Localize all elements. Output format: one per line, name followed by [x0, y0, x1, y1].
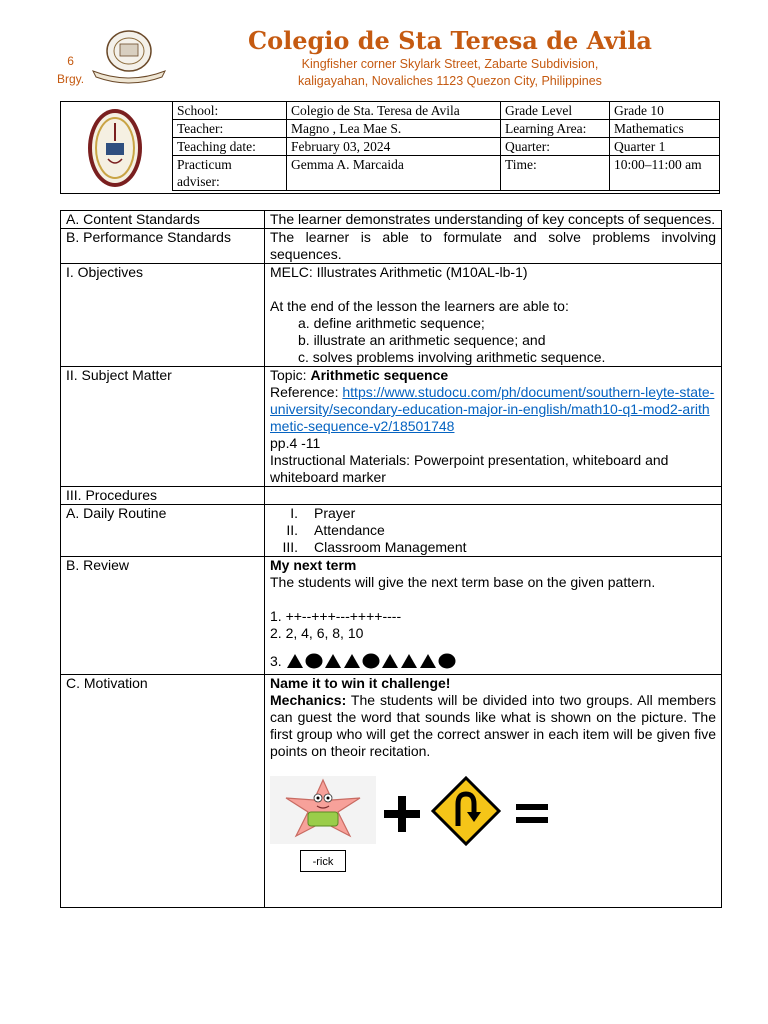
info-label: Teacher: [173, 120, 287, 138]
row-label: A. Daily Routine [61, 505, 265, 557]
motivation-title: Name it to win it challenge! [270, 675, 451, 691]
info-value: Quarter 1 [610, 138, 720, 156]
triangle-icon [419, 653, 437, 669]
row-content: The learner is able to formulate and solve problems involving sequences. [265, 229, 722, 264]
shape-pattern [286, 653, 456, 669]
review-title: My next term [270, 557, 357, 573]
school-seal-icon [86, 107, 144, 189]
routine-item: II. Attendance [286, 522, 385, 538]
school-name: Colegio de Sta Teresa de Avila [248, 26, 652, 55]
info-label: Quarter: [501, 138, 610, 156]
info-value: Magno , Lea Mae S. [287, 120, 501, 138]
info-value: Mathematics [610, 120, 720, 138]
row-label: I. Objectives [61, 264, 265, 367]
performance-standards-row [61, 229, 722, 264]
u-turn-sign-icon [431, 776, 501, 846]
lesson-plan-table [60, 210, 722, 908]
circle-icon [305, 653, 323, 669]
circle-icon [438, 653, 456, 669]
daily-routine-row [61, 505, 722, 557]
objective-item: b. illustrate an arithmetic sequence; and [298, 332, 546, 348]
info-label: School: [173, 102, 287, 120]
school-seal-banner-icon [90, 27, 168, 85]
info-value: 10:00–11:00 am [610, 156, 720, 191]
circle-icon [362, 653, 380, 669]
mechanics-label: Mechanics: [270, 692, 347, 708]
row-label: III. Procedures [61, 487, 265, 505]
info-label: Grade Level [501, 102, 610, 120]
triangle-icon [324, 653, 342, 669]
triangle-icon [381, 653, 399, 669]
routine-item: III. Classroom Management [282, 539, 467, 555]
starfish-character-icon [270, 776, 376, 844]
picture-puzzle [270, 760, 716, 878]
row-content [265, 505, 722, 557]
info-row [173, 156, 720, 191]
row-label: A. Content Standards [61, 211, 265, 229]
hint-box: -rick [300, 850, 346, 872]
row-label: B. Performance Standards [61, 229, 265, 264]
plus-icon [382, 794, 422, 834]
procedures-row [61, 487, 722, 505]
triangle-icon [286, 653, 304, 669]
info-value: Grade 10 [610, 102, 720, 120]
reference-link[interactable]: https://www.studocu.com/ph/document/southern-leyte-state-university/secondary-education-major-in-english/math10-q1-mod2-arithmetic-sequence-v2/18501748 [270, 384, 715, 434]
info-row [173, 102, 720, 120]
info-table [172, 101, 720, 191]
objective-item: a. define arithmetic sequence; [298, 315, 485, 331]
routine-item: I. Prayer [290, 505, 356, 521]
subject-matter-row [61, 367, 722, 487]
info-label: Practicum adviser: [173, 156, 287, 191]
objective-item: c. solves problems involving arithmetic sequence. [298, 349, 606, 365]
row-label: II. Subject Matter [61, 367, 265, 487]
row-content: My next term The students will give the next term base on the given pattern. 1. ++--+++---++++---- 2. 2, 4, 6, 8, 10 3. [265, 557, 722, 675]
triangle-icon [400, 653, 418, 669]
row-content: Name it to win it challenge! Mechanics: The students will be divided into two groups. All members can guest the word that sounds like what is shown on the picture. The first group who will get the correct answer in each item will be given five points on theoir recitation. -rick [265, 675, 722, 908]
review-row [61, 557, 722, 675]
info-label: Teaching date: [173, 138, 287, 156]
motivation-row [61, 675, 722, 908]
objectives-row [61, 264, 722, 367]
info-row [173, 138, 720, 156]
info-label: Time: [501, 156, 610, 191]
info-value: February 03, 2024 [287, 138, 501, 156]
side-number: 6 Brgy. [57, 54, 85, 86]
info-label: Learning Area: [501, 120, 610, 138]
pattern-item: 1. ++--+++---++++---- [270, 608, 402, 624]
row-content: MELC: Illustrates Arithmetic (M10AL-lb-1) At the end of the lesson the learners are able to: a. define arithmetic sequence; b. illustrate an arithmetic sequence; and c. solves problems involving arithmetic sequence. [265, 264, 722, 367]
school-address: Kingfisher corner Skylark Street, Zabarte Subdivision, kaligayahan, Novaliches 1123 Quezon City, Philippines [298, 57, 602, 88]
pattern-item: 2. 2, 4, 6, 8, 10 [270, 625, 364, 641]
topic-value: Arithmetic sequence [310, 367, 449, 383]
row-content: Topic: Arithmetic sequence Reference: https://www.studocu.com/ph/document/southern-leyte-state-university/secondary-education-major-in-english/math10-q1-mod2-arithmetic-sequence-v2/18501748 pp.4 -11 Instructional Materials: Powerpoint presentation, whiteboard and whiteboard marker [265, 367, 722, 487]
info-value: Colegio de Sta. Teresa de Avila [287, 102, 501, 120]
equals-icon [516, 804, 548, 824]
info-row [173, 120, 720, 138]
info-value: Gemma A. Marcaida [287, 156, 501, 191]
triangle-icon [343, 653, 361, 669]
pattern-item: 3. [270, 653, 716, 674]
row-label: C. Motivation [61, 675, 265, 908]
row-label: B. Review [61, 557, 265, 675]
row-content: The learner demonstrates understanding of key concepts of sequences. [265, 211, 722, 229]
row-content [265, 487, 722, 505]
content-standards-row [61, 211, 722, 229]
